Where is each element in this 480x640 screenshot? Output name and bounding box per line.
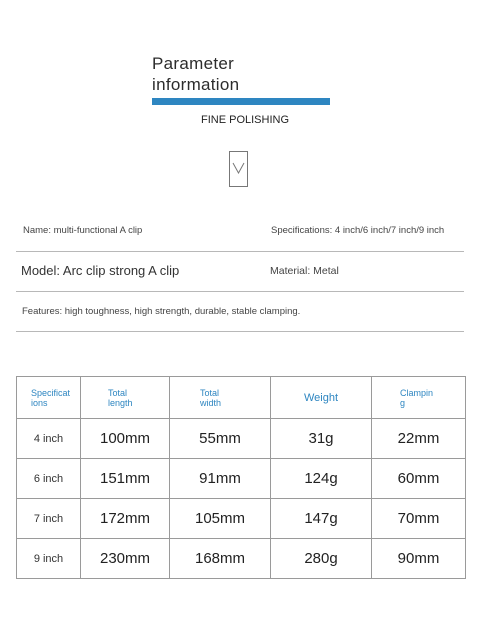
header-specifications: Specificat ions — [17, 377, 81, 419]
cell-total-width: 168mm — [170, 539, 271, 579]
header-weight: Weight — [271, 377, 372, 419]
cell-total-length: 230mm — [81, 539, 170, 579]
cell-size: 6 inch — [17, 459, 81, 499]
title-line-2: information — [152, 75, 240, 94]
header-total-width: Total width — [170, 377, 271, 419]
cell-size: 9 inch — [17, 539, 81, 579]
cell-clamping: 70mm — [372, 499, 466, 539]
product-specifications: Specifications: 4 inch/6 inch/7 inch/9 inch — [271, 225, 445, 236]
cell-total-width: 91mm — [170, 459, 271, 499]
cell-clamping: 60mm — [372, 459, 466, 499]
cell-total-width: 55mm — [170, 419, 271, 459]
product-model: Model: Arc clip strong A clip — [21, 263, 180, 278]
cell-total-length: 172mm — [81, 499, 170, 539]
product-material: Material: Metal — [270, 265, 339, 277]
product-features: Features: high toughness, high strength, durable, stable clamping. — [22, 306, 301, 317]
header-total-length: Total length — [81, 377, 170, 419]
chevron-down-icon — [232, 162, 245, 174]
cell-weight: 31g — [271, 419, 372, 459]
subtitle-text: FINE POLISHING — [201, 114, 290, 126]
cell-weight: 280g — [271, 539, 372, 579]
scroll-down-indicator — [229, 151, 248, 187]
table-row — [17, 459, 466, 499]
title-underline-bar — [152, 98, 330, 105]
divider — [16, 251, 464, 252]
cell-total-length: 100mm — [81, 419, 170, 459]
cell-weight: 124g — [271, 459, 372, 499]
cell-total-length: 151mm — [81, 459, 170, 499]
table-row — [17, 539, 466, 579]
product-name: Name: multi-functional A clip — [23, 225, 143, 236]
cell-clamping: 90mm — [372, 539, 466, 579]
cell-weight: 147g — [271, 499, 372, 539]
cell-clamping: 22mm — [372, 419, 466, 459]
cell-total-width: 105mm — [170, 499, 271, 539]
table-row — [17, 499, 466, 539]
table-row — [17, 419, 466, 459]
title-line-1: Parameter — [152, 54, 235, 73]
page-title — [152, 53, 239, 95]
spec-table — [16, 376, 466, 579]
table-header-row — [17, 377, 466, 419]
divider — [16, 291, 464, 292]
cell-size: 4 inch — [17, 419, 81, 459]
cell-size: 7 inch — [17, 499, 81, 539]
header-clamping: Clampin g — [372, 377, 466, 419]
divider — [16, 331, 464, 332]
